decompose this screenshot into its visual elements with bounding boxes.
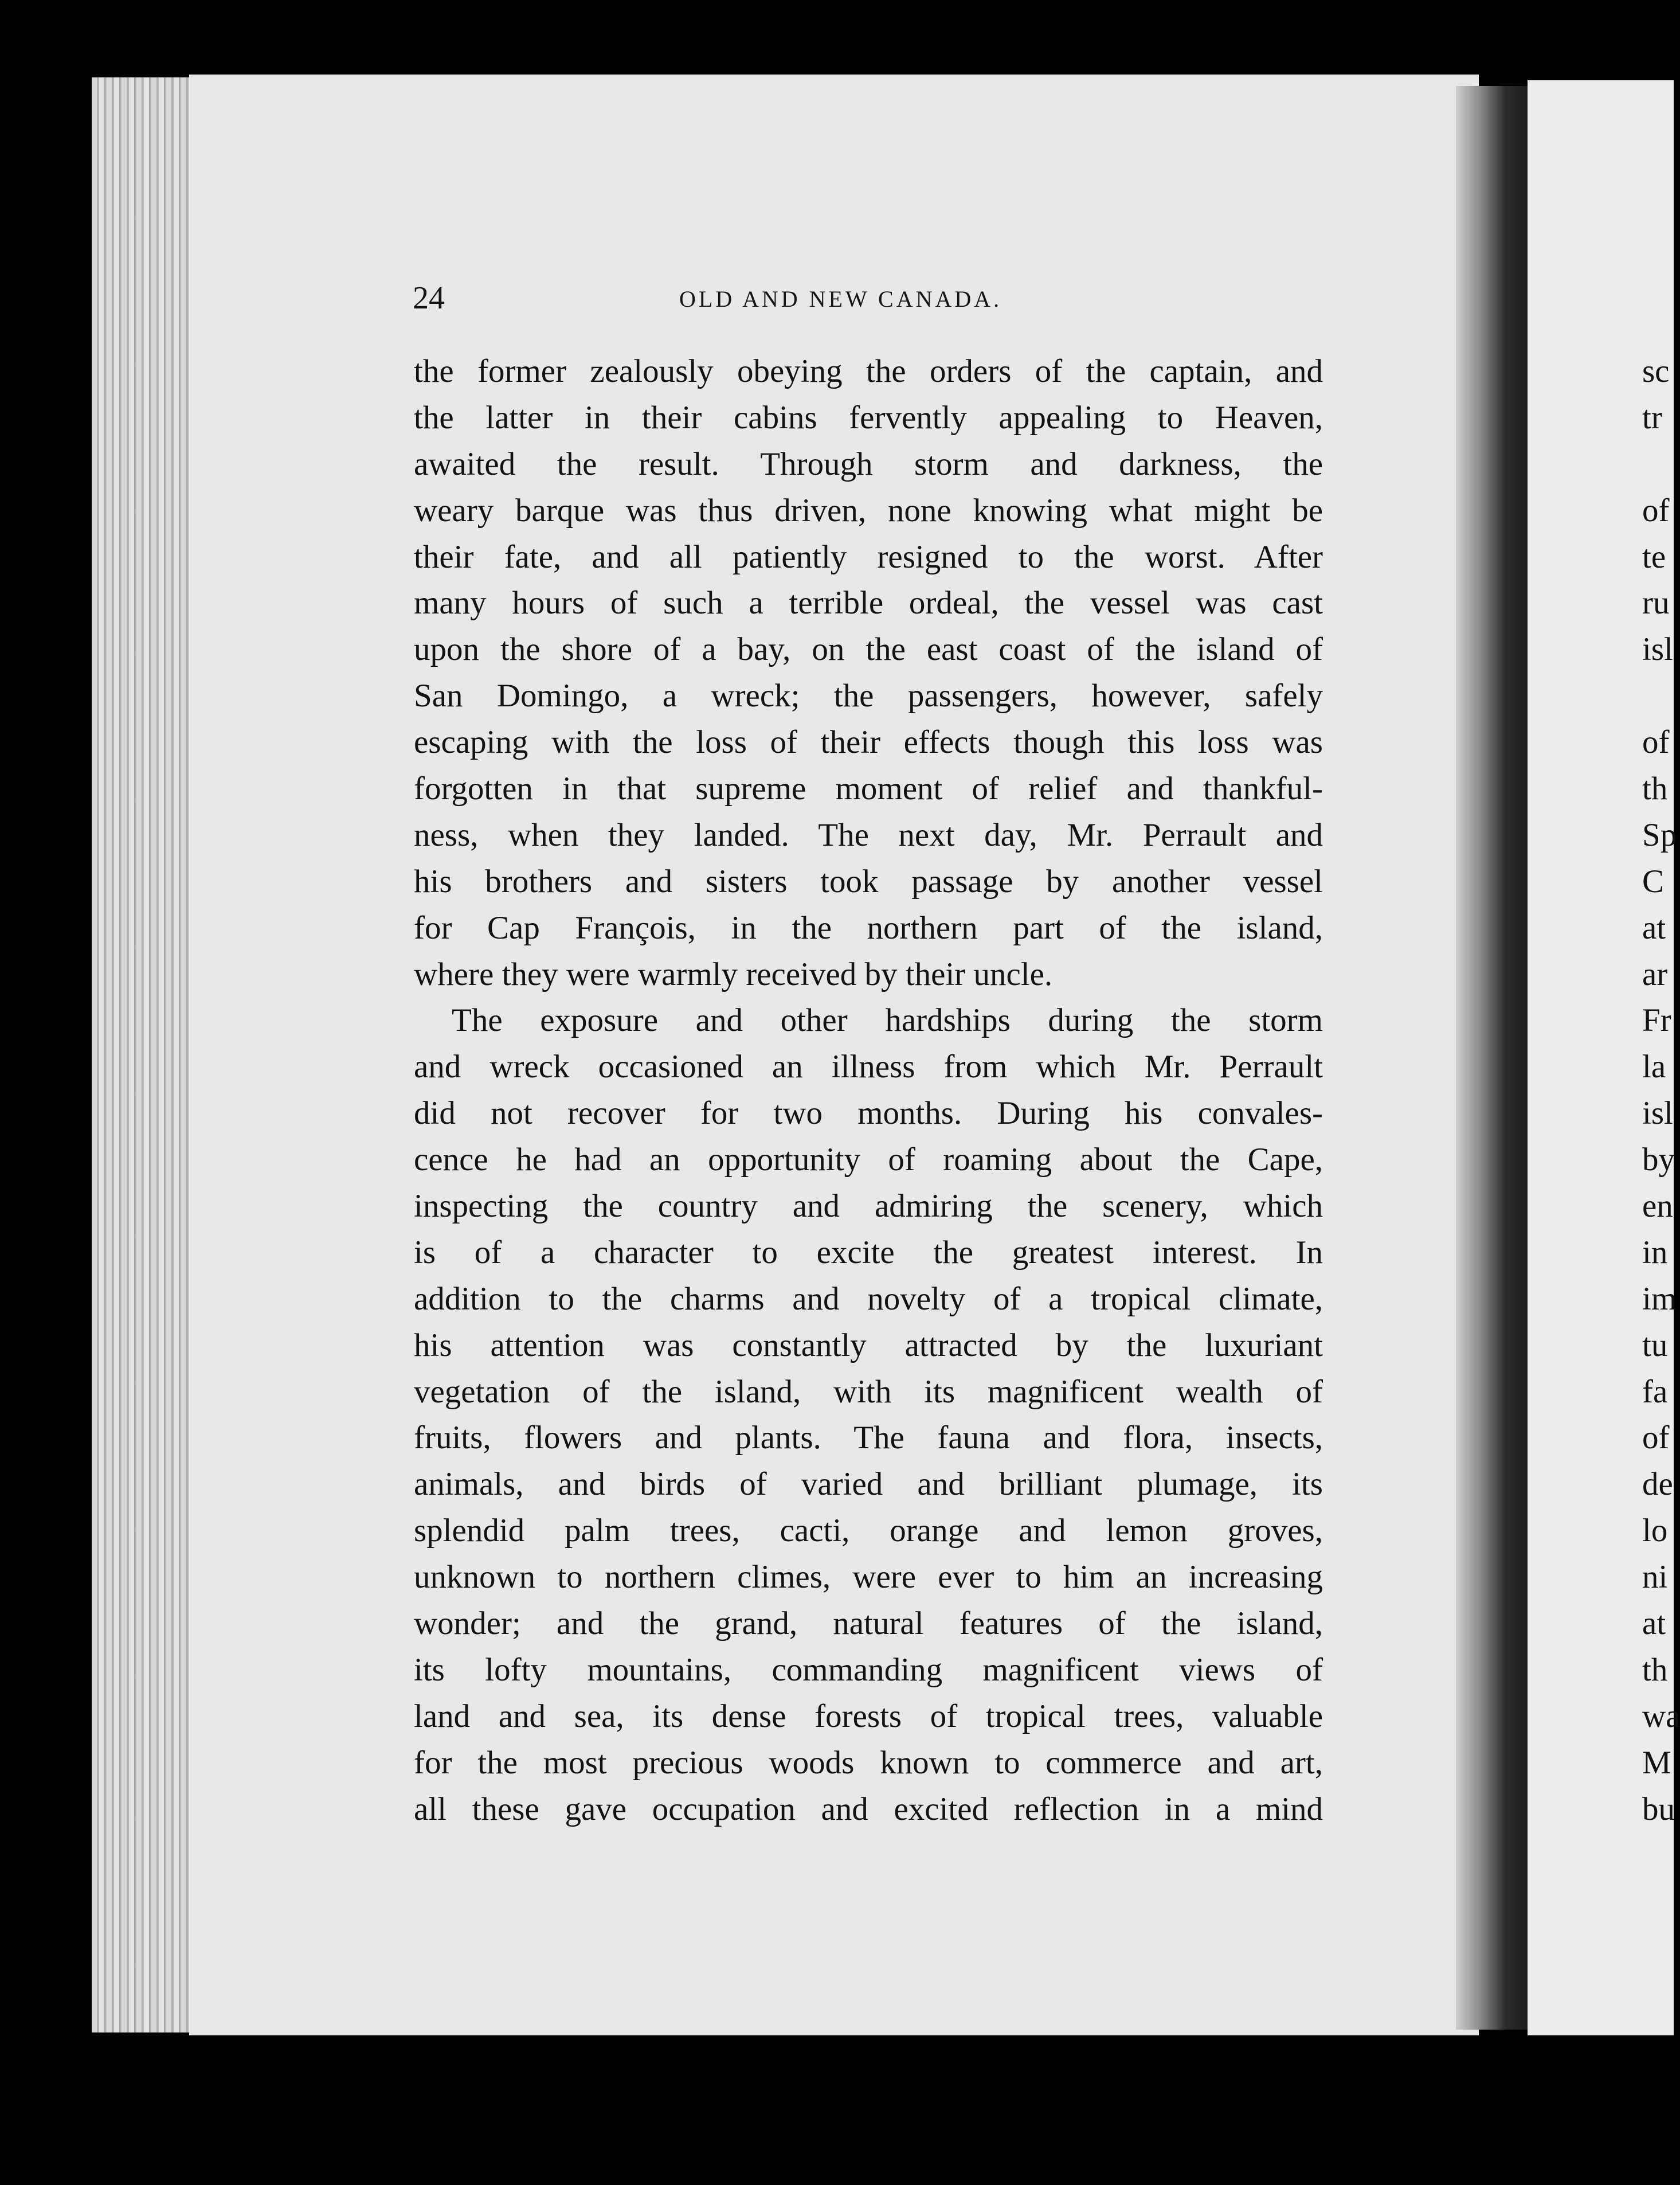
text-line: for the most precious woods known to commerce and art, xyxy=(414,1744,1323,1781)
right-page-fragment: fa xyxy=(1642,1373,1668,1410)
running-title: OLD AND NEW CANADA. xyxy=(679,286,1002,312)
text-line: vegetation of the island, with its magnificent wealth of xyxy=(414,1373,1323,1410)
right-page-fragment: isl xyxy=(1642,631,1673,668)
text-line: San Domingo, a wreck; the passengers, however, safely xyxy=(414,678,1323,714)
page-header xyxy=(413,280,1376,320)
right-page-fragment: ru xyxy=(1642,585,1670,622)
body-text xyxy=(414,349,1323,1833)
text-line: awaited the result. Through storm and darkness, the xyxy=(414,445,1323,482)
text-line: all these gave occupation and excited reflection in a mind xyxy=(414,1791,1323,1827)
text-line: the latter in their cabins fervently appealing to Heaven, xyxy=(414,399,1323,436)
text-line: unknown to northern climes, were ever to him an increasing xyxy=(414,1559,1323,1596)
text-line: their fate, and all patiently resigned to the worst. After xyxy=(414,538,1323,575)
right-page-fragment: lo xyxy=(1642,1512,1668,1549)
right-page-fragment: at xyxy=(1642,909,1666,946)
text-line: splendid palm trees, cacti, orange and lemon groves, xyxy=(414,1512,1323,1549)
right-page-fragment: of xyxy=(1642,724,1670,761)
text-line: upon the shore of a bay, on the east coast of the island of xyxy=(414,631,1323,668)
right-page-fragment: C xyxy=(1642,863,1665,900)
text-line: is of a character to excite the greatest interest. In xyxy=(414,1234,1323,1271)
text-line: The exposure and other hardships during the storm xyxy=(452,1002,1323,1039)
right-page-fragment: bu xyxy=(1642,1791,1675,1827)
right-page-fragment: de xyxy=(1642,1466,1673,1503)
right-page-fragment: at xyxy=(1642,1605,1666,1642)
right-page-fragment: Fr xyxy=(1642,1002,1671,1039)
text-line: for Cap François, in the northern part of the island, xyxy=(414,909,1323,946)
text-line: its lofty mountains, commanding magnificent views of xyxy=(414,1651,1323,1688)
text-line: addition to the charms and novelty of a tropical climate, xyxy=(414,1280,1323,1317)
right-page-fragment xyxy=(1642,441,1674,488)
right-page-fragment: in xyxy=(1642,1234,1668,1271)
right-page-fragment: of xyxy=(1642,492,1670,529)
text-line: where they were warmly received by their uncle. xyxy=(414,956,1053,992)
text-line: cence he had an opportunity of roaming about the Cape, xyxy=(414,1142,1323,1178)
text-line: many hours of such a terrible ordeal, the vessel was cast xyxy=(414,585,1323,622)
text-line: his attention was constantly attracted by the luxuriant xyxy=(414,1327,1323,1363)
right-page-fragment: by xyxy=(1642,1142,1675,1178)
right-page-fragment: th xyxy=(1642,1651,1668,1688)
text-line: wonder; and the grand, natural features of the island, xyxy=(414,1605,1323,1642)
right-page-fragment: ar xyxy=(1642,956,1668,992)
right-page-fragment: M xyxy=(1642,1744,1671,1781)
right-page-fragment: Sp xyxy=(1642,816,1677,853)
right-page-fragment: isl xyxy=(1642,1095,1673,1132)
right-page-fragment: la xyxy=(1642,1049,1666,1085)
right-page-fragment: ni xyxy=(1642,1559,1668,1596)
right-page-fragment xyxy=(1642,673,1674,720)
text-line: escaping with the loss of their effects though this loss was xyxy=(414,724,1323,761)
text-line: weary barque was thus driven, none knowing what might be xyxy=(414,492,1323,529)
text-line: his brothers and sisters took passage by another vessel xyxy=(414,863,1323,900)
right-page-fragment: en xyxy=(1642,1188,1673,1225)
right-page-fragment: im xyxy=(1642,1280,1677,1317)
right-page-fragment: wa xyxy=(1642,1698,1680,1734)
text-line: forgotten in that supreme moment of relief and thankful- xyxy=(414,771,1323,807)
text-line: the former zealously obeying the orders of the captain, and xyxy=(414,353,1323,389)
right-page-text xyxy=(1642,349,1680,1833)
right-page-fragment: tu xyxy=(1642,1327,1668,1363)
right-page-fragment: te xyxy=(1642,538,1666,575)
right-page-fragment: th xyxy=(1642,771,1668,807)
book-gutter-shadow xyxy=(1456,86,1536,2030)
text-line: and wreck occasioned an illness from which Mr. Perrault xyxy=(414,1049,1323,1085)
text-line: ness, when they landed. The next day, Mr. Perrault and xyxy=(414,816,1323,853)
right-page-fragment: of xyxy=(1642,1420,1670,1456)
text-line: land and sea, its dense forests of tropical trees, valuable xyxy=(414,1698,1323,1734)
text-line: fruits, flowers and plants. The fauna and flora, insects, xyxy=(414,1420,1323,1456)
text-line: did not recover for two months. During his convales- xyxy=(414,1095,1323,1132)
right-page-fragment: sc xyxy=(1642,353,1670,389)
text-line: inspecting the country and admiring the scenery, which xyxy=(414,1188,1323,1225)
text-line: animals, and birds of varied and brilliant plumage, its xyxy=(414,1466,1323,1503)
page-number: 24 xyxy=(413,280,445,316)
right-page-fragment: tr xyxy=(1642,399,1662,436)
